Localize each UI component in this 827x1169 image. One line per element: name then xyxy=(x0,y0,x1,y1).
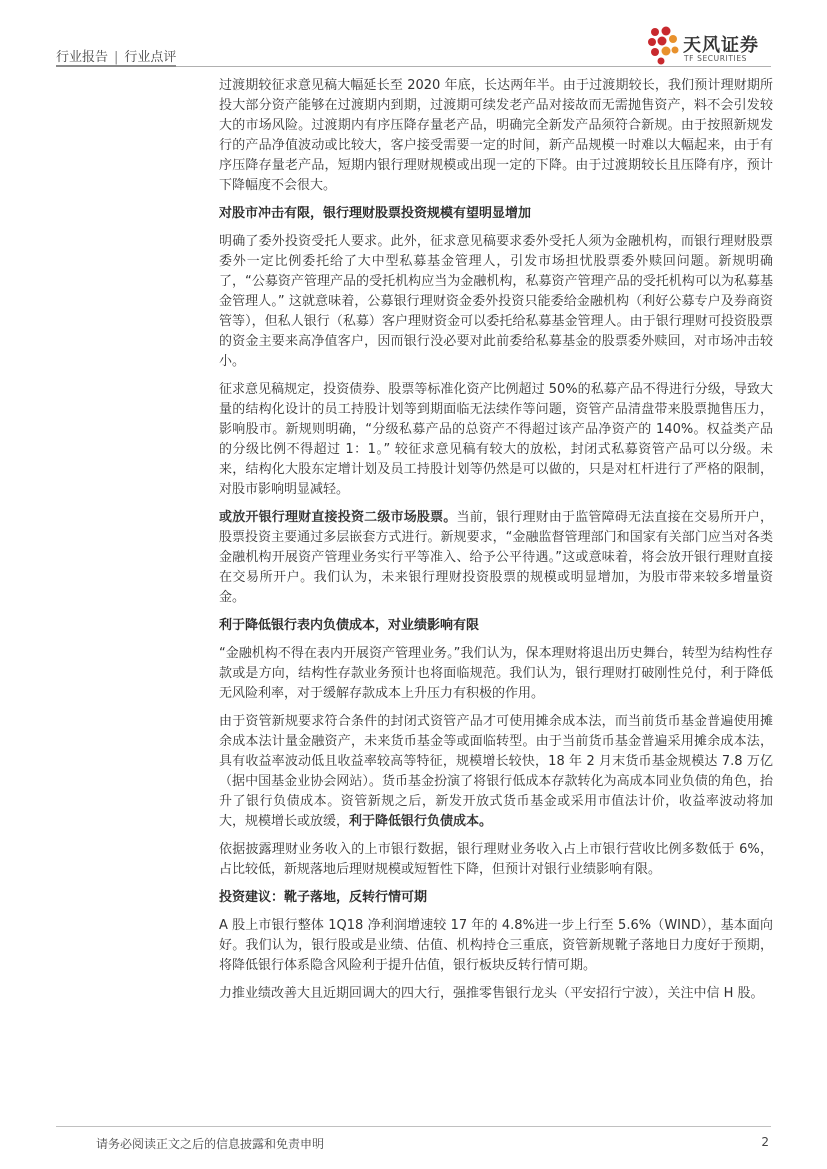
page-number: 2 xyxy=(761,1135,769,1149)
logo-subtext: TF SECURITIES xyxy=(684,54,748,63)
header-divider-accent xyxy=(56,65,176,67)
paragraph-structured-products: 征求意见稿规定，投资债券、股票等标准化资产比例超过 50%的私募产品不得进行分级，导致大量的结构化设计的员工持股计划等到期面临无法续作等问题，资管产品清盘带来股票抛售压力，影响股市。新规则明确，“分级私募产品的总资产不得超过该产品净资产的 140%。权益类产品的分级比例不得超过 1：1。” 较征求意见稿有较大的放松，封闭式私募资管产品可以分级。未来，结构化大股东定增计划及员工持股计划等仍然是可以做的，只是对杠杆进行了严格的限制，对股市影响明显减轻。 xyxy=(219,382,773,497)
logo-text: 天风证券 xyxy=(683,35,759,56)
report-subcategory: 行业点评 xyxy=(124,50,177,65)
section-heading-investment-advice: 投资建议：靴子落地，反转行情可期 xyxy=(219,890,428,905)
paragraph-lead-bold: 或放开银行理财直接投资二级市场股票。 xyxy=(219,510,457,525)
paragraph-lead-rest: 当前，银行理财由于监管障碍无法直接在交易所开户，股票投资主要通过多层嵌套方式进行。新规要求，“金融监督管理部门和国家有关部门应当对各类金融机构开展资产管理业务实行平等准入、给予公平待遇。”这或意味着，将会放开银行理财直接在交易所开户。我们认为，未来银行理财投资股票的规模或明显增加，为股市带来较多增量资金。 xyxy=(219,510,773,605)
paragraph-direct-investment xyxy=(219,508,773,608)
header-separator: | xyxy=(114,50,119,65)
company-logo xyxy=(647,26,771,66)
flower-logo-icon xyxy=(647,26,681,66)
report-body xyxy=(219,76,773,1012)
paragraph-wealth-income: 依据披露理财业务收入的上市银行数据，银行理财业务收入占上市银行营收比例多数低于 6%，占比较低，新规落地后理财规模或短暂性下降，但预计对银行业绩影响有限。 xyxy=(219,842,773,877)
paragraph-bank-outlook: A 股上市银行整体 1Q18 净利润增速较 17 年的 4.8%进一步上行至 5.6%（WIND），基本面向好。我们认为，银行股或是业绩、估值、机构持仓三重底，资管新规靴子落地日力度好于预期，将降低银行体系隐含风险利于提升估值，银行板块反转行情可期。 xyxy=(219,918,773,973)
section-heading-stock-impact: 对股市冲击有限，银行理财股票投资规模有望明显增加 xyxy=(219,206,532,221)
section-heading-liability-cost: 利于降低银行表内负债成本，对业绩影响有限 xyxy=(219,618,480,633)
paragraph-money-funds xyxy=(219,712,773,832)
disclaimer-note: 请务必阅读正文之后的信息披露和免责申明 xyxy=(96,1137,325,1151)
paragraph-money-funds-text: 由于资管新规要求符合条件的封闭式资管产品才可使用摊余成本法，而当前货币基金普遍使用摊余成本法计量金融资产，未来货币基金等或面临转型。由于当前货币基金普遍采用摊余成本法，具有收益率波动低且收益率较高等特征，规模增长较快，18 年 2 月末货币基金规模达 7.8 万亿（据中国基金业协会网站）。货币基金扮演了将银行低成本存款转化为高成本同业负债的角色，抬升了银行负债成本。资管新规之后，新发开放式货币基金或采用市值法计价，收益率波动将加大，规模增长或放缓， xyxy=(219,714,773,829)
report-category: 行业报告 xyxy=(56,50,109,65)
paragraph-transition-period: 过渡期较征求意见稿大幅延长至 2020 年底，长达两年半。由于过渡期较长，我们预计理财期所投大部分资产能够在过渡期内到期，过渡期可续发老产品对接故而无需抛售资产，料不会引发较大的市场风险。过渡期内有序压降存量老产品，明确完全新发产品须符合新规。由于按照新规发行的产品净值波动或比较大，客户接受需要一定的时间，新产品规模一时难以大幅起来，由于有序压降存量老产品，短期内银行理财规模或出现一定的下降。由于过渡期较长且压降有序，预计下降幅度不会很大。 xyxy=(219,78,773,193)
paragraph-money-funds-bold: 利于降低银行负债成本。 xyxy=(349,814,493,829)
report-header xyxy=(56,46,176,65)
footer-divider xyxy=(56,1126,771,1127)
paragraph-outsourcing: 明确了委外投资受托人要求。此外，征求意见稿要求委外受托人须为金融机构，而银行理财股票委外一定比例委托给了大中型私募基金管理人，引发市场担忧股票委外赎回问题。新规明确了，“公募资产管理产品的受托机构应当为金融机构，私募资产管理产品的受托机构可以为私募基金管理人。” 这就意味着，公募银行理财资金委外投资只能委给金融机构（利好公募专户及券商资管等），但私人银行（私募）客户理财资金可以委托给私募基金管理人。由于银行理财可投资股票的资金主要来高净值客户，因而银行没必要对此前委给私募基金的股票委外赎回，对市场冲击较小。 xyxy=(219,234,773,369)
paragraph-recommendation: 力推业绩改善大且近期回调大的四大行，强推零售银行龙头（平安招行宁波），关注中信 H 股。 xyxy=(219,986,764,1001)
paragraph-principal-guarantee: “金融机构不得在表内开展资产管理业务。”我们认为，保本理财将退出历史舞台，转型为结构性存款或是方向，结构性存款业务预计也将面临规范。我们认为，银行理财打破刚性兑付，利于降低无风险利率，对于缓解存款成本上升压力有积极的作用。 xyxy=(219,646,773,701)
